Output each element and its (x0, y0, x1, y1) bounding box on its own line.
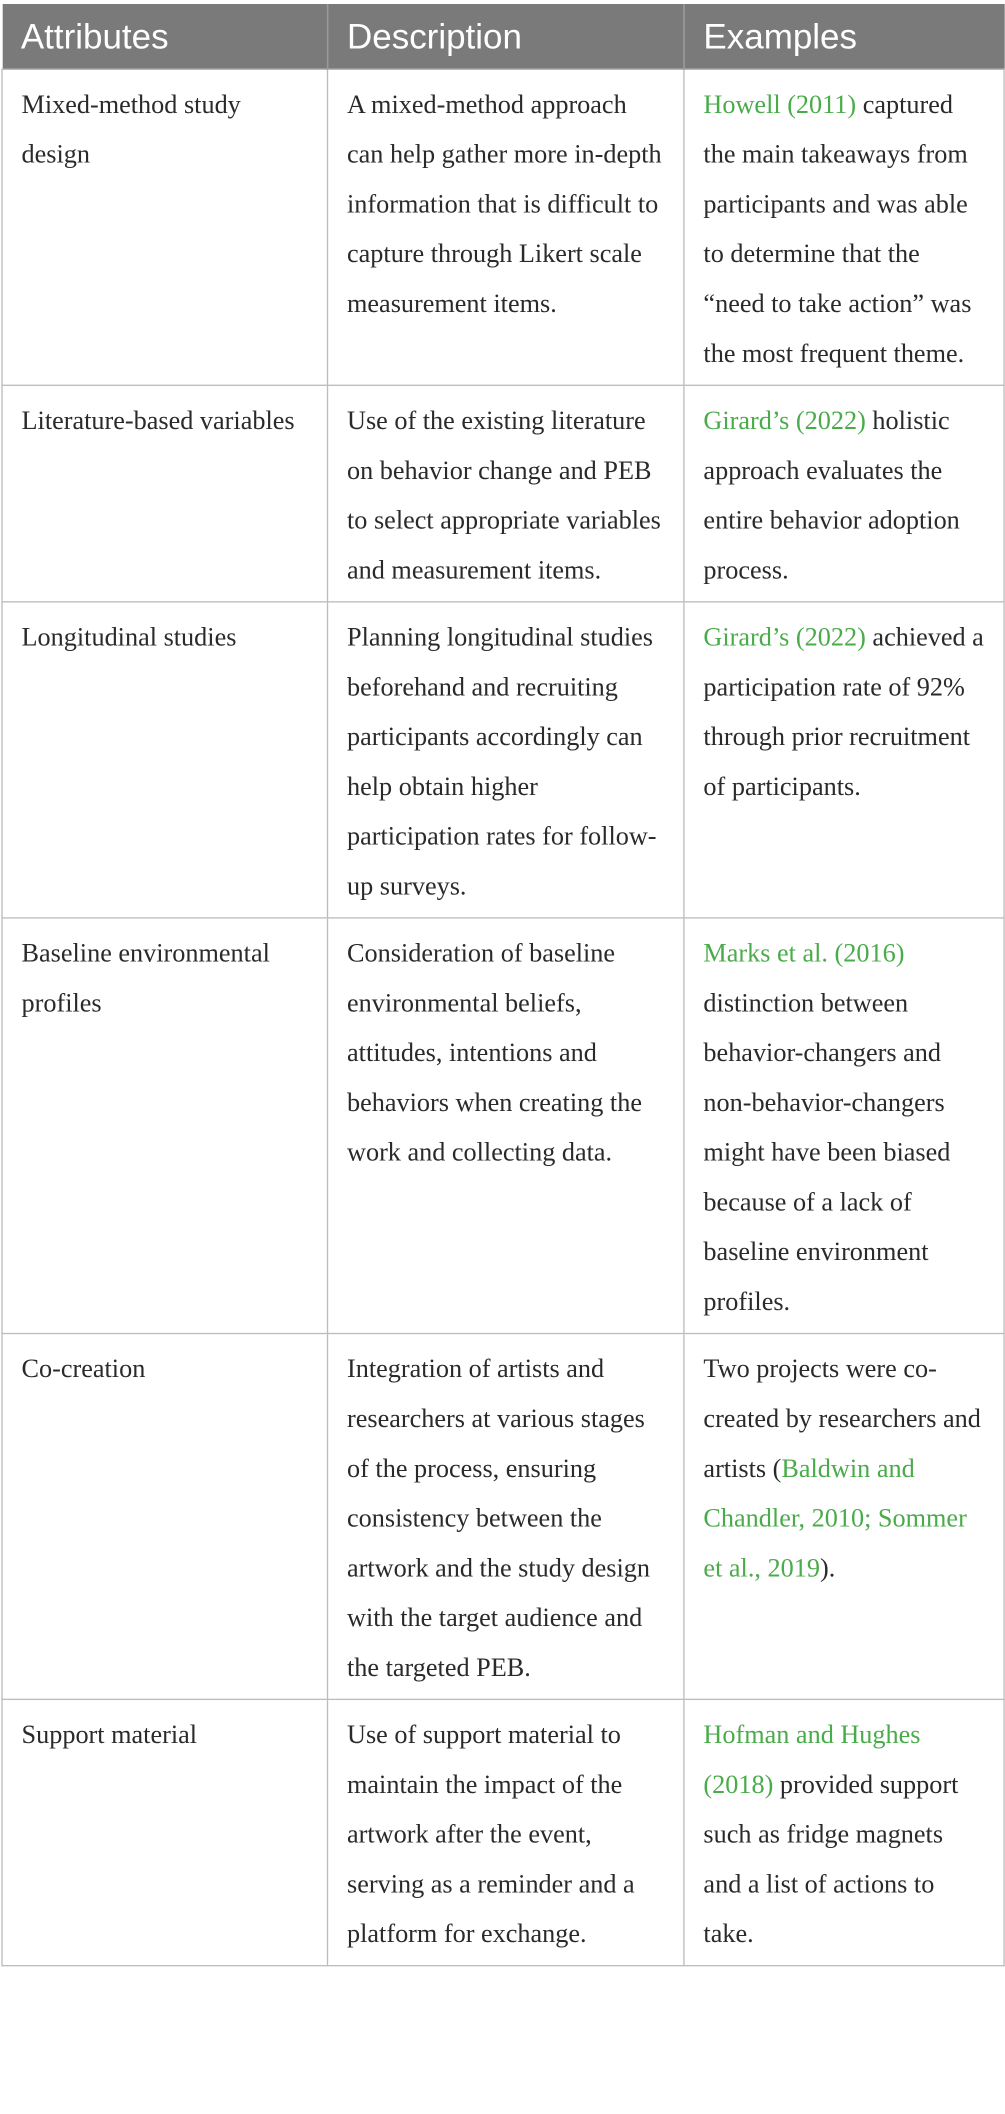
attribute-cell: Co-creation (2, 1334, 327, 1700)
description-cell: Consideration of baseline environmental beliefs, attitudes, intentions and behaviors when creating the work and collecting data. (328, 918, 684, 1334)
example-text: ). (819, 1554, 836, 1584)
table-row (2, 1334, 1004, 1700)
citation-link[interactable]: Baldwin and Chandler, 2010; Sommer et al., 2019 (703, 1455, 967, 1584)
table-row (2, 918, 1004, 1334)
example-text: captured the main takeaways from participants and was able to determine that the “need to take action” was the most frequent theme. (703, 91, 972, 369)
example-text: holistic approach evaluates the entire behavior adoption process. (703, 407, 960, 586)
table-row (2, 385, 1004, 602)
header-attributes: Attributes (2, 4, 327, 69)
example-cell (684, 602, 1004, 918)
example-text: Two projects were co-created by researchers and artists ( (703, 1355, 981, 1484)
example-cell (684, 1699, 1004, 1965)
description-cell: Integration of artists and researchers at various stages of the process, ensuring consistency between the artwork and the study design with the target audience and the targeted PEB. (328, 1334, 684, 1700)
description-cell: Planning longitudinal studies beforehand and recruiting participants accordingly can help obtain higher participation rates for follow-up surveys. (328, 602, 684, 918)
citation-link[interactable]: Howell (2011) (703, 91, 857, 120)
header-row (2, 4, 1004, 69)
example-text: provided support such as fridge magnets and a list of actions to take. (703, 1771, 959, 1949)
attribute-cell: Mixed-method study design (2, 69, 327, 385)
table-container (0, 4, 1005, 1966)
attribute-cell: Support material (2, 1699, 327, 1965)
attribute-cell: Longitudinal studies (2, 602, 327, 918)
attribute-cell: Baseline environmental profiles (2, 918, 327, 1334)
example-cell (684, 918, 1004, 1334)
example-text: achieved a participation rate of 92% through prior recruitment of participants. (703, 624, 984, 802)
header-examples: Examples (684, 4, 1004, 69)
example-cell (684, 385, 1004, 602)
attribute-cell: Literature-based variables (2, 385, 327, 602)
citation-link[interactable]: Girard’s (2022) (703, 407, 866, 436)
table-row (2, 602, 1004, 918)
citation-link[interactable]: Girard’s (2022) (703, 624, 866, 653)
example-text: distinction between behavior-changers and non-behavior-changers might have been biased because of a lack of baseline environment profiles. (703, 989, 951, 1317)
table-row (2, 1699, 1004, 1965)
description-cell: A mixed-method approach can help gather more in-depth information that is difficult to capture through Likert scale measurement items. (328, 69, 684, 385)
citation-link[interactable]: Marks et al. (2016) (703, 940, 905, 969)
example-cell (684, 1334, 1004, 1700)
description-cell: Use of the existing literature on behavior change and PEB to select appropriate variables and measurement items. (328, 385, 684, 602)
citation-link[interactable]: Hofman and Hughes (2018) (703, 1721, 921, 1800)
description-cell: Use of support material to maintain the impact of the artwork after the event, serving as a reminder and a platform for exchange. (328, 1699, 684, 1965)
attributes-table (1, 4, 1004, 1966)
example-cell (684, 69, 1004, 385)
header-description: Description (328, 4, 684, 69)
table-row (2, 69, 1004, 385)
